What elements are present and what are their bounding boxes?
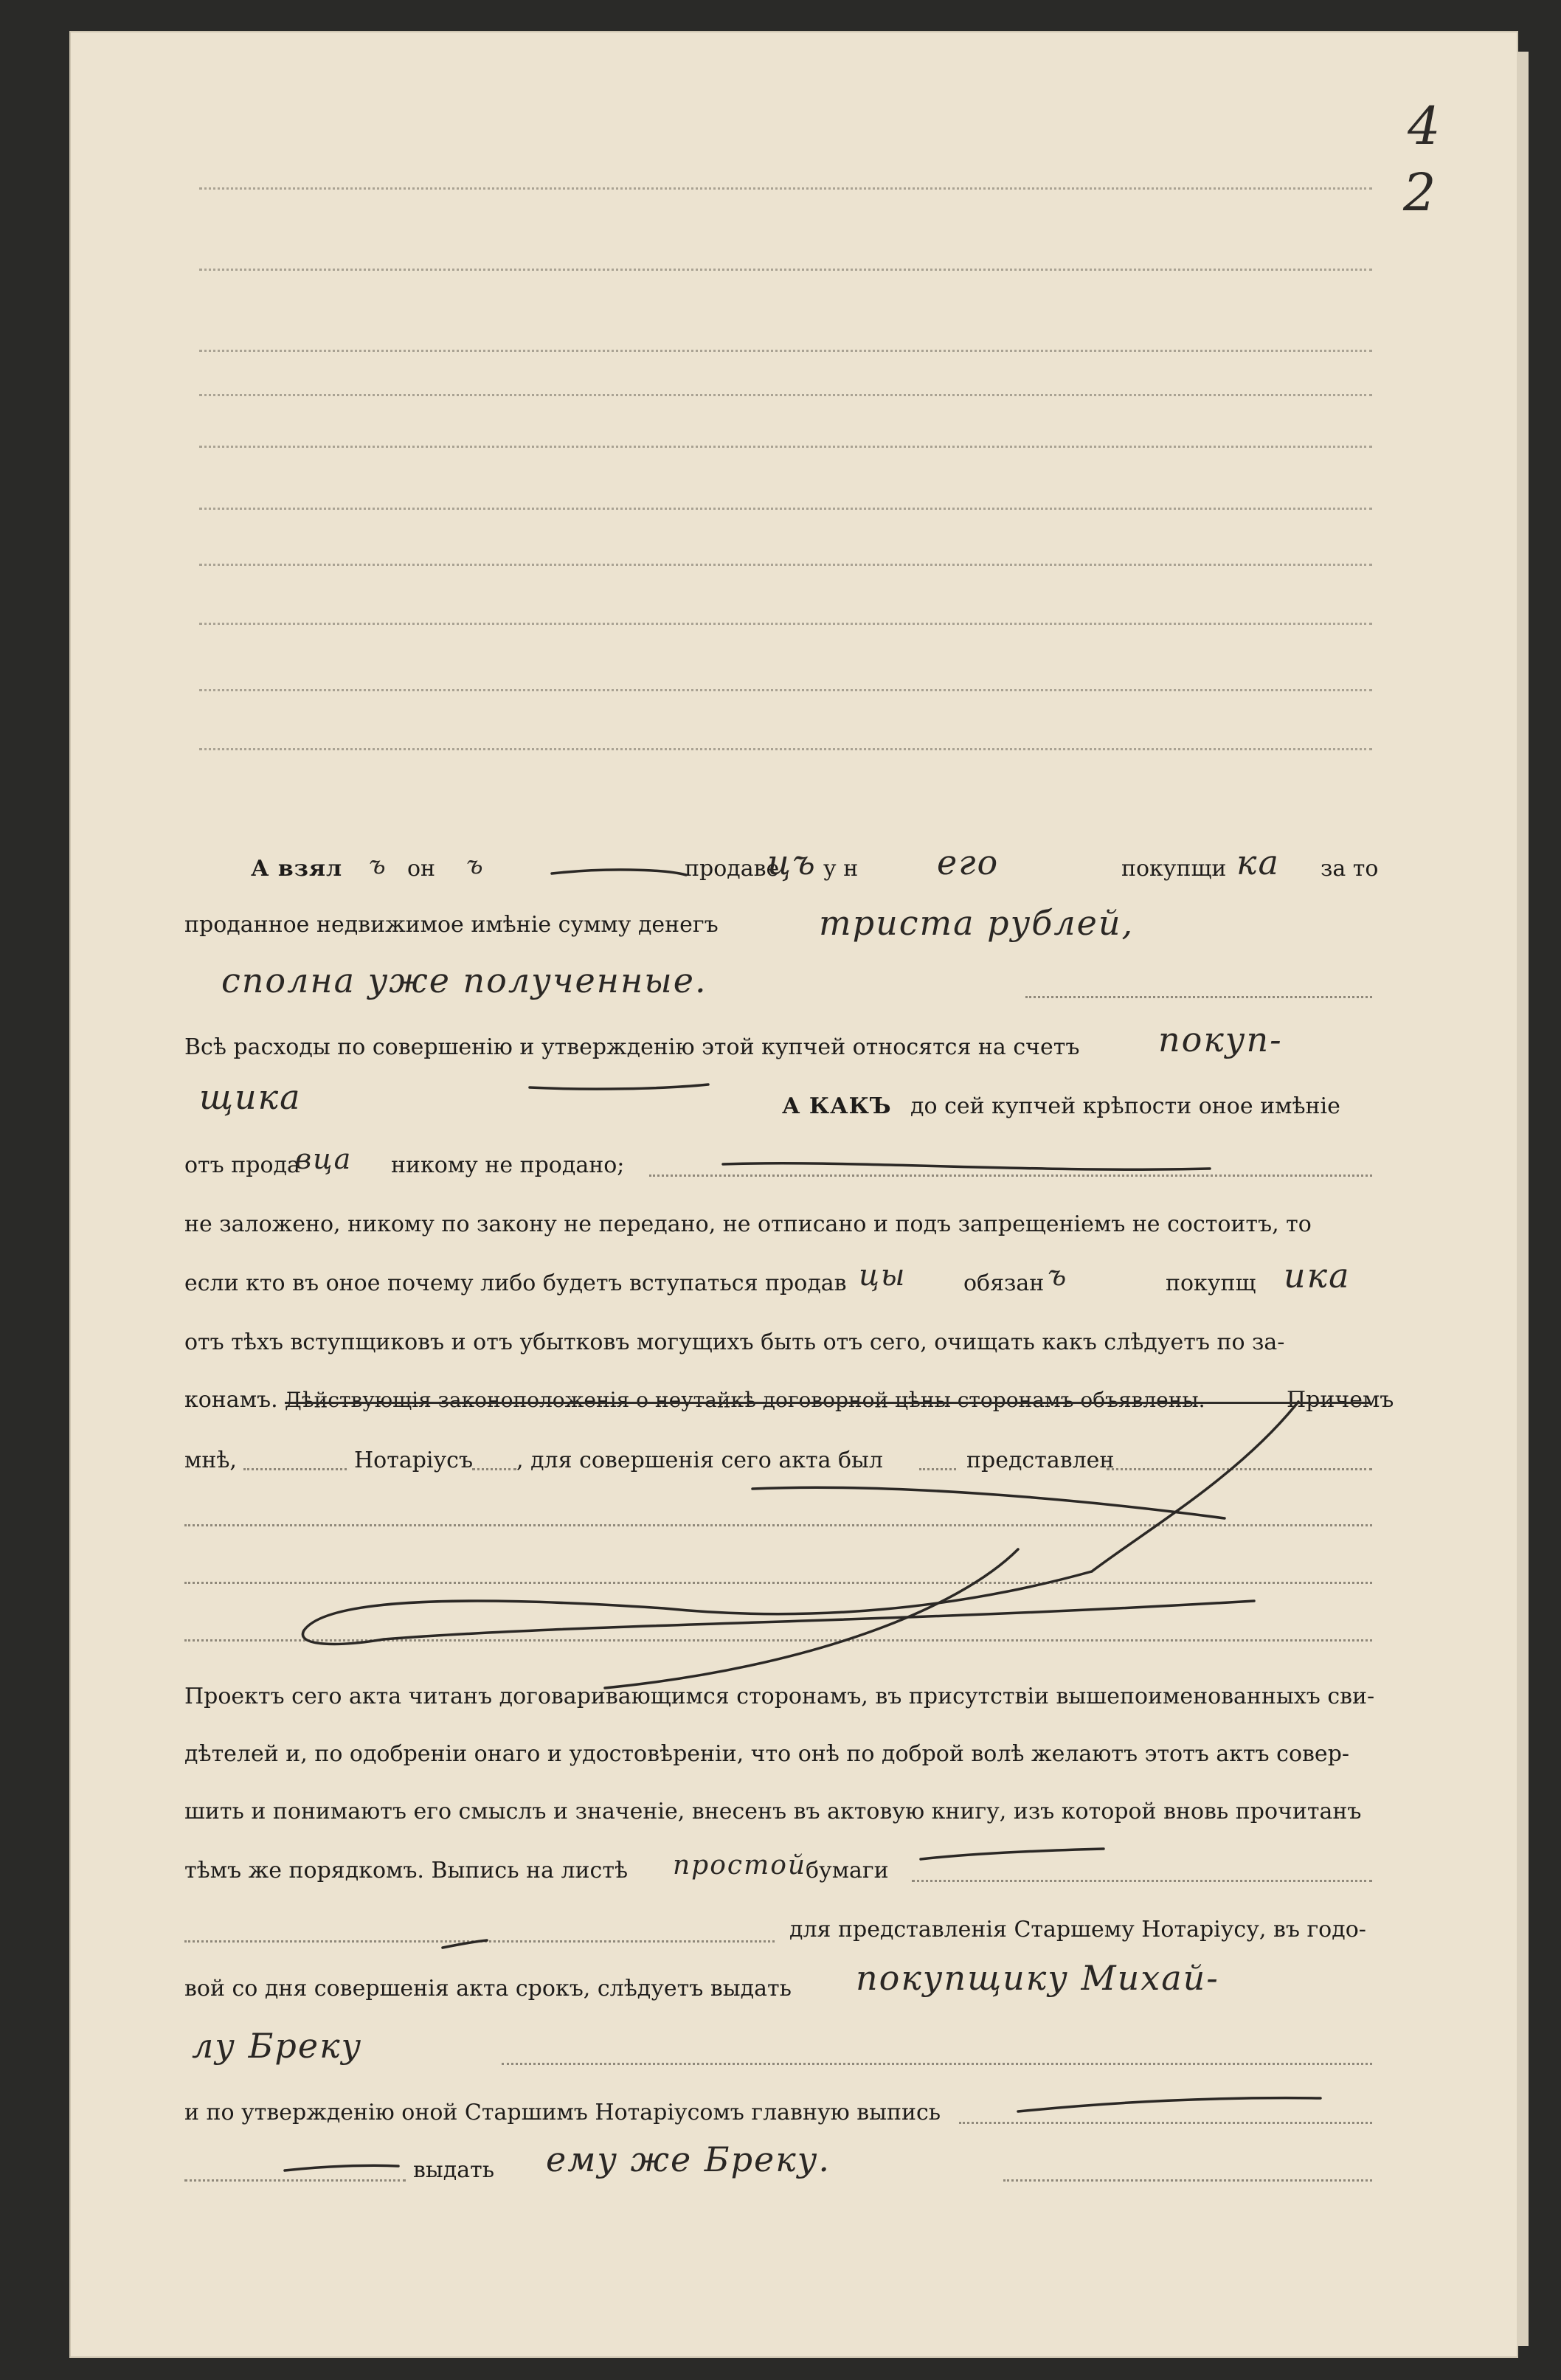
printed-text: выдать: [413, 2157, 495, 2183]
folio-number: 2: [1403, 162, 1436, 223]
handwritten-entry: лу Бреку: [192, 2026, 363, 2066]
printed-text: Причемъ: [1287, 1387, 1394, 1413]
printed-text: отъ тѣхъ вступщиковъ и отъ убытковъ могущихъ быть отъ сего, очищать какъ слѣдуетъ по за-: [184, 1329, 1285, 1355]
printed-text: за то: [1321, 856, 1379, 882]
printed-text: обязан: [963, 1270, 1045, 1296]
printed-text: покупщ: [1166, 1270, 1256, 1296]
printed-text: проданное недвижимое имѣніе сумму денегъ: [184, 912, 719, 938]
folio-mark: 4: [1408, 96, 1441, 156]
printed-text: покупщи: [1121, 856, 1227, 882]
handwritten-entry: покуп-: [1158, 1020, 1283, 1059]
printed-text: А взял: [251, 856, 343, 882]
printed-text: Проектъ сего акта читанъ договаривающимся сторонамъ, въ присутствіи вышепоименованныхъ сви-: [184, 1684, 1375, 1709]
handwritten-entry: ъ: [466, 851, 485, 880]
printed-text: , для совершенія сего акта был: [516, 1447, 883, 1473]
printed-text: мнѣ,: [184, 1447, 237, 1473]
printed-text: для представленія Старшему Нотаріусу, въ годо-: [789, 1917, 1366, 1943]
handwritten-entry: триста рублей,: [819, 903, 1135, 943]
handwritten-entry: ъ: [369, 851, 387, 880]
printed-text: у н: [823, 856, 859, 882]
printed-text: А КАКЪ: [782, 1093, 892, 1119]
printed-text: если кто въ оное почему либо будетъ вступаться продав: [184, 1270, 847, 1296]
printed-text: представлен: [966, 1447, 1115, 1473]
printed-text: никому не продано;: [391, 1152, 625, 1178]
handwritten-entry: его: [937, 843, 1000, 882]
handwritten-entry: цъ: [767, 843, 817, 882]
printed-text: Нотаріусъ: [354, 1447, 474, 1473]
printed-text: до сей купчей крѣпости оное имѣніе: [910, 1093, 1340, 1119]
handwritten-entry: щика: [199, 1077, 302, 1117]
printed-text: конамъ.: [184, 1387, 278, 1413]
handwritten-entry: вца: [295, 1143, 353, 1175]
printed-text: бумаги: [806, 1858, 889, 1883]
printed-text: шить и понимаютъ его смыслъ и значеніе, внесенъ въ актовую книгу, изъ которой вновь прочитанъ: [184, 1799, 1362, 1824]
printed-text: продаве: [685, 856, 780, 882]
printed-text: дѣтелей и, по одобреніи онаго и удостовѣреніи, что онѣ по доброй волѣ желаютъ этотъ актъ совер-: [184, 1741, 1350, 1767]
printed-text: Всѣ расходы по совершенію и утвержденію этой купчей относятся на счетъ: [184, 1034, 1080, 1060]
handwritten-entry: простой: [673, 1850, 807, 1881]
struck-text: Дѣйствующія законоположенія о неутайкѣ договорной цѣны сторонамъ объявлены.: [285, 1388, 1205, 1412]
printed-text: вой со дня совершенія акта срокъ, слѣдуетъ выдать: [184, 1976, 792, 2002]
printed-text: и по утвержденію оной Старшимъ Нотаріусомъ главную выпись: [184, 2100, 941, 2125]
printed-text: не заложено, никому по закону не передано, не отписано и подъ запрещеніемъ не состоитъ, то: [184, 1211, 1312, 1237]
handwritten-entry: ка: [1236, 843, 1280, 882]
printed-text: он: [407, 856, 436, 882]
handwritten-entry: ъ: [1048, 1259, 1068, 1292]
handwritten-entry: ика: [1284, 1256, 1351, 1295]
handwritten-entry: цы: [859, 1259, 907, 1293]
handwritten-entry: ему же Бреку.: [546, 2139, 831, 2179]
handwritten-entry: покупщику Михай-: [856, 1958, 1219, 1998]
handwritten-entry: сполна уже полученные.: [221, 961, 707, 1000]
printed-text: отъ прода: [184, 1152, 300, 1178]
printed-text: тѣмъ же порядкомъ. Выпись на листѣ: [184, 1858, 629, 1883]
